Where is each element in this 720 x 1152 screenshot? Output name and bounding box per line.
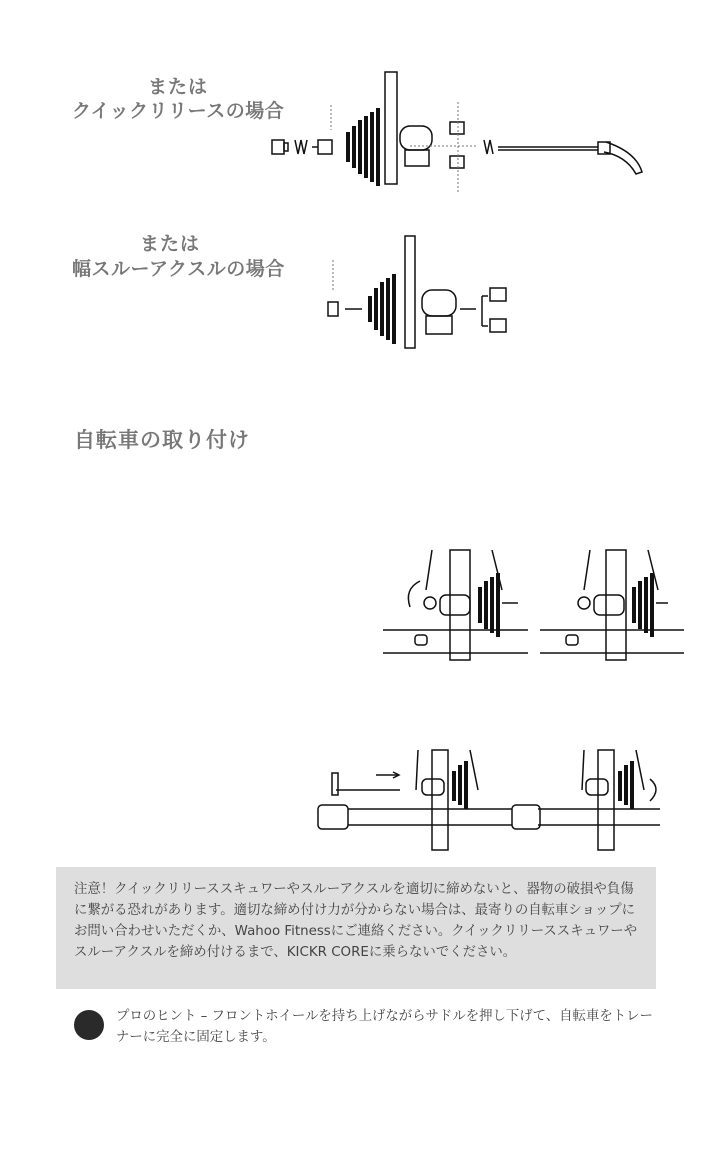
cassette-icon [452, 761, 468, 809]
warning-box [56, 867, 656, 989]
warning-text: 注意！クイックリリーススキュワーやスルーアクスルを適切に締めないと、器物の破損や負傷に繋がる恐れがあります。適切な締め付け力が分からない場合は、最寄りの自転車ショップにお問い合わせいただくか、Wahoo Fitnessにご連絡ください。クイックリリーススキュワーやスルーアクスルを締め付けるまで、KICKR COREに乗らないでください。 [74, 882, 638, 960]
section-title: 自転車の取り付け [74, 428, 250, 452]
cassette-icon [478, 573, 500, 637]
mount-diagram-step1 [0, 545, 720, 665]
tip-text: プロのヒント – フロントホイールを持ち上げながらサドルを押し下げて、自転車をトレーナーに完全に固定します。 [116, 1009, 653, 1045]
thru-case-label: 幅スルーアクスルの場合 [72, 258, 285, 280]
tip-bullet-icon [74, 1010, 104, 1040]
cassette-icon [632, 573, 654, 637]
thru-or-label: または [139, 233, 200, 255]
qr-case-label: クイックリリースの場合 [72, 100, 285, 122]
mount-diagram-step2 [0, 745, 720, 855]
cassette-icon [368, 274, 396, 344]
qr-or-label: または [147, 76, 208, 98]
thru-axle-diagram [0, 230, 720, 360]
cassette-icon [618, 761, 634, 809]
cassette-icon [346, 108, 380, 186]
